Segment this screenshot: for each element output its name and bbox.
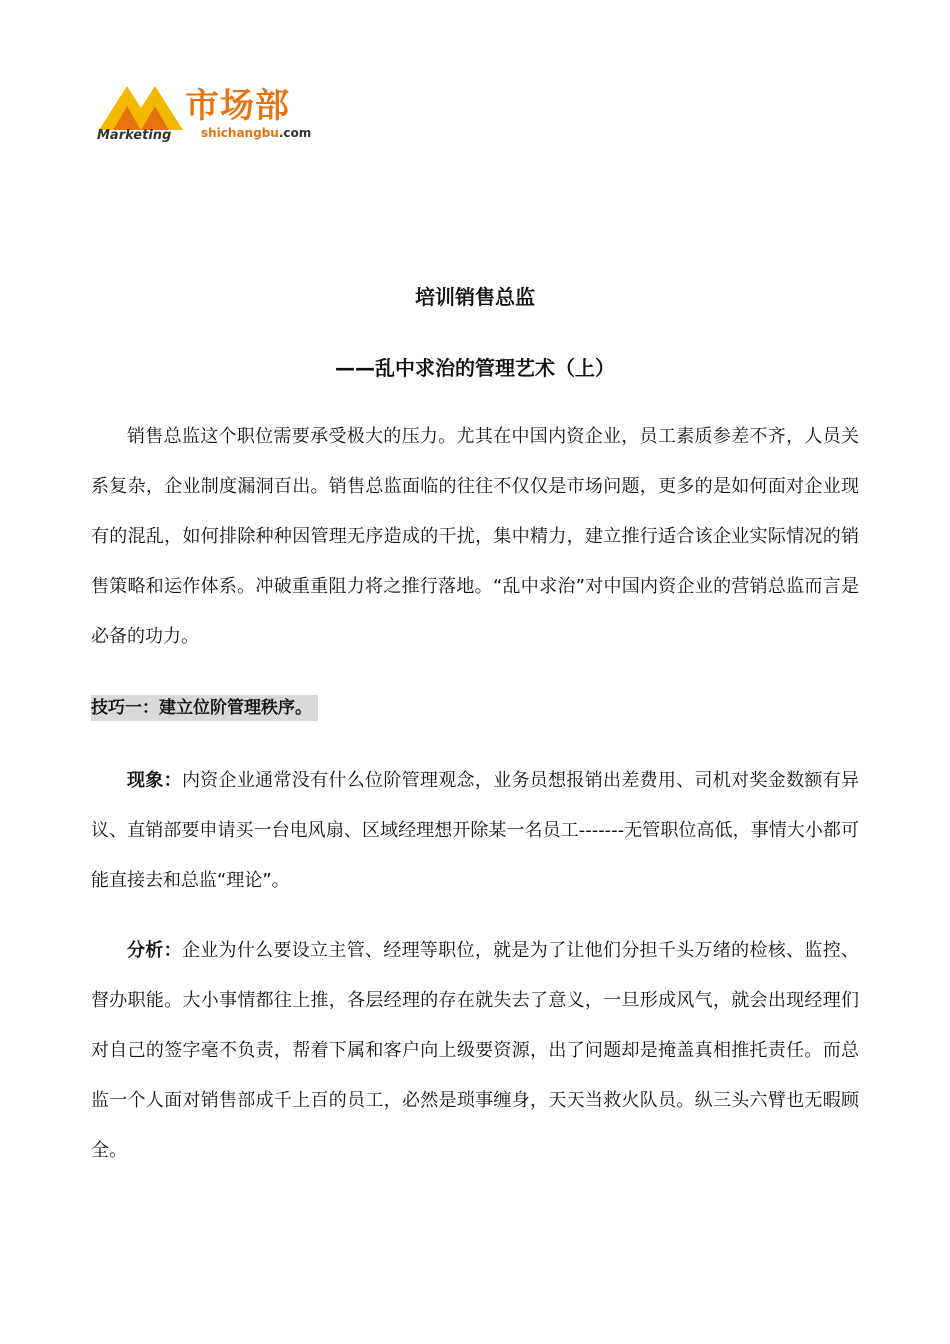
logo-domain-tld: .com — [278, 126, 312, 140]
logo — [97, 80, 317, 150]
document-title: 培训销售总监 — [415, 285, 535, 309]
phenomenon-label: 现象： — [127, 770, 182, 791]
analysis-label: 分析： — [127, 940, 182, 961]
logo-brand-en: Marketing — [97, 128, 172, 143]
section-heading: 技巧一：建立位阶管理秩序。 — [91, 695, 318, 721]
phenomenon-text: 内资企业通常没有什么位阶管理观念，业务员想报销出差费用、司机对奖金数额有异议、直销部要申请买一台电风扇、区域经理想开除某一名员工-------无管职位高低，事情大小都可能直接去和总监“理论”。 — [91, 770, 860, 891]
document-subtitle: ——乱中求治的管理艺术（上） — [335, 356, 615, 380]
phenomenon-paragraph — [91, 756, 859, 906]
logo-domain — [201, 126, 311, 140]
logo-domain-name: shichangbu — [201, 126, 279, 140]
intro-paragraph: 销售总监这个职位需要承受极大的压力。尤其在中国内资企业，员工素质参差不齐，人员关系复杂，企业制度漏洞百出。销售总监面临的往往不仅仅是市场问题，更多的是如何面对企业现有的混乱，如何排除种种因管理无序造成的干扰，集中精力，建立推行适合该企业实际情况的销售策略和运作体系。冲破重重阻力将之推行落地。“乱中求治”对中国内资企业的营销总监而言是必备的功力。 — [91, 426, 859, 647]
logo-brand-cn: 市场部 — [185, 86, 290, 126]
analysis-text: 企业为什么要设立主管、经理等职位，就是为了让他们分担千头万绪的检核、监控、督办职能。大小事情都往上推，各层经理的存在就失去了意义，一旦形成风气，就会出现经理们对自己的签字毫不负责，帮着下属和客户向上级要资源，出了问题却是掩盖真相推托责任。而总监一个人面对销售部成千上百的员工，必然是琐事缠身，天天当救火队员。纵三头六臂也无暇顾全。 — [91, 940, 860, 1161]
analysis-paragraph — [91, 926, 859, 1176]
